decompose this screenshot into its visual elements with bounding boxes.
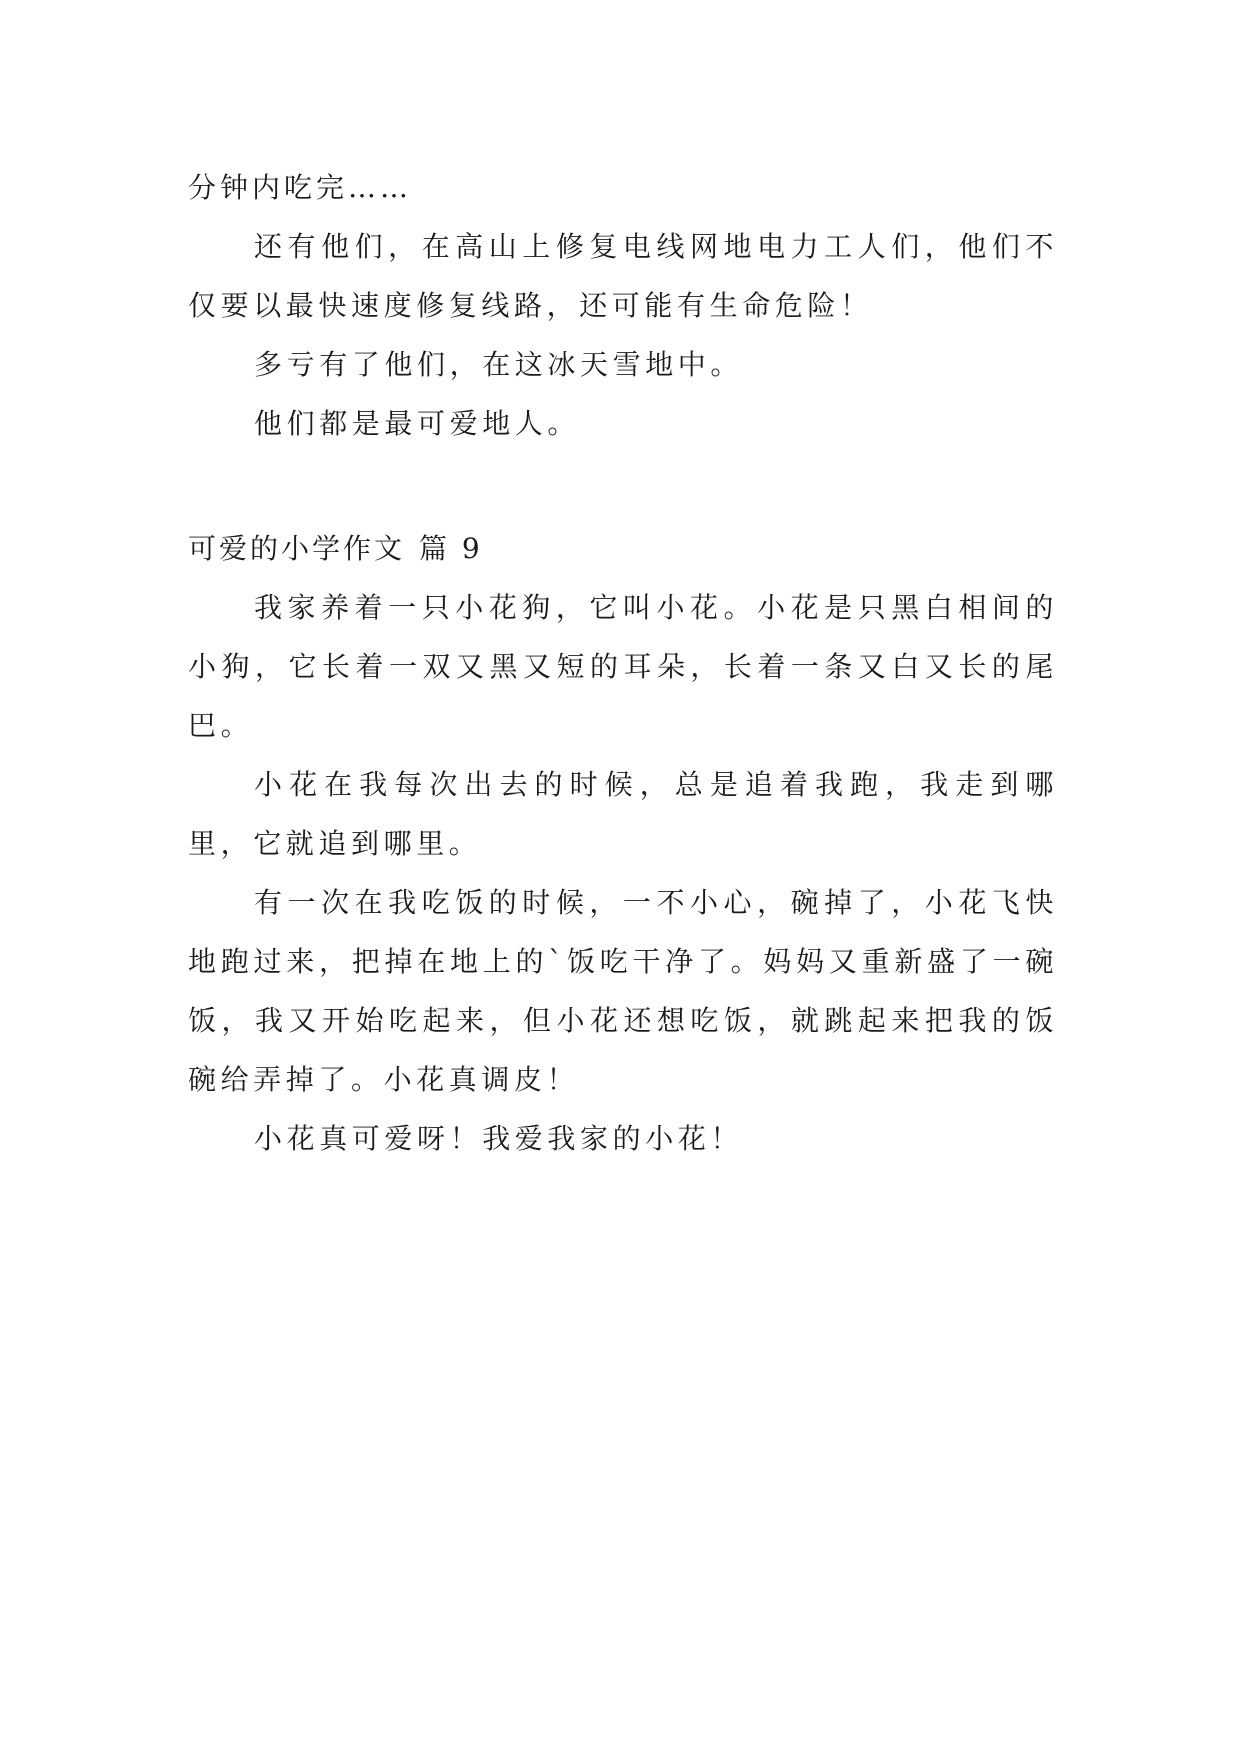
document-page xyxy=(188,158,1058,1168)
essay-number-label: 篇 9 xyxy=(419,532,483,565)
paragraph: 我家养着一只小花狗，它叫小花。小花是只黑白相间的小狗，它长着一双又黑又短的耳朵，长着一条又白又长的尾巴。 xyxy=(188,591,1058,742)
paragraph: 还有他们，在高山上修复电线网地电力工人们，他们不仅要以最快速度修复线路，还可能有生命危险！ xyxy=(188,230,1058,322)
essay-title xyxy=(188,519,1058,578)
paragraph: 小花真可爱呀！我爱我家的小花！ xyxy=(254,1122,744,1155)
essay-title-text: 可爱的小学作文 xyxy=(188,532,406,565)
paragraph: 有一次在我吃饭的时候，一不小心，碗掉了，小花飞快地跑过来，把掉在地上的`饭吃干净了。妈妈又重新盛了一碗饭，我又开始吃起来，但小花还想吃饭，就跳起来把我的饭碗给弄掉了。小花真调皮！ xyxy=(188,886,1058,1096)
continuation-line: 分钟内吃完…… xyxy=(188,171,413,204)
section-gap xyxy=(188,453,1058,519)
paragraph: 他们都是最可爱地人。 xyxy=(254,407,581,440)
paragraph: 多亏有了他们，在这冰天雪地中。 xyxy=(254,348,744,381)
paragraph: 小花在我每次出去的时候，总是追着我跑，我走到哪里，它就追到哪里。 xyxy=(188,768,1058,860)
